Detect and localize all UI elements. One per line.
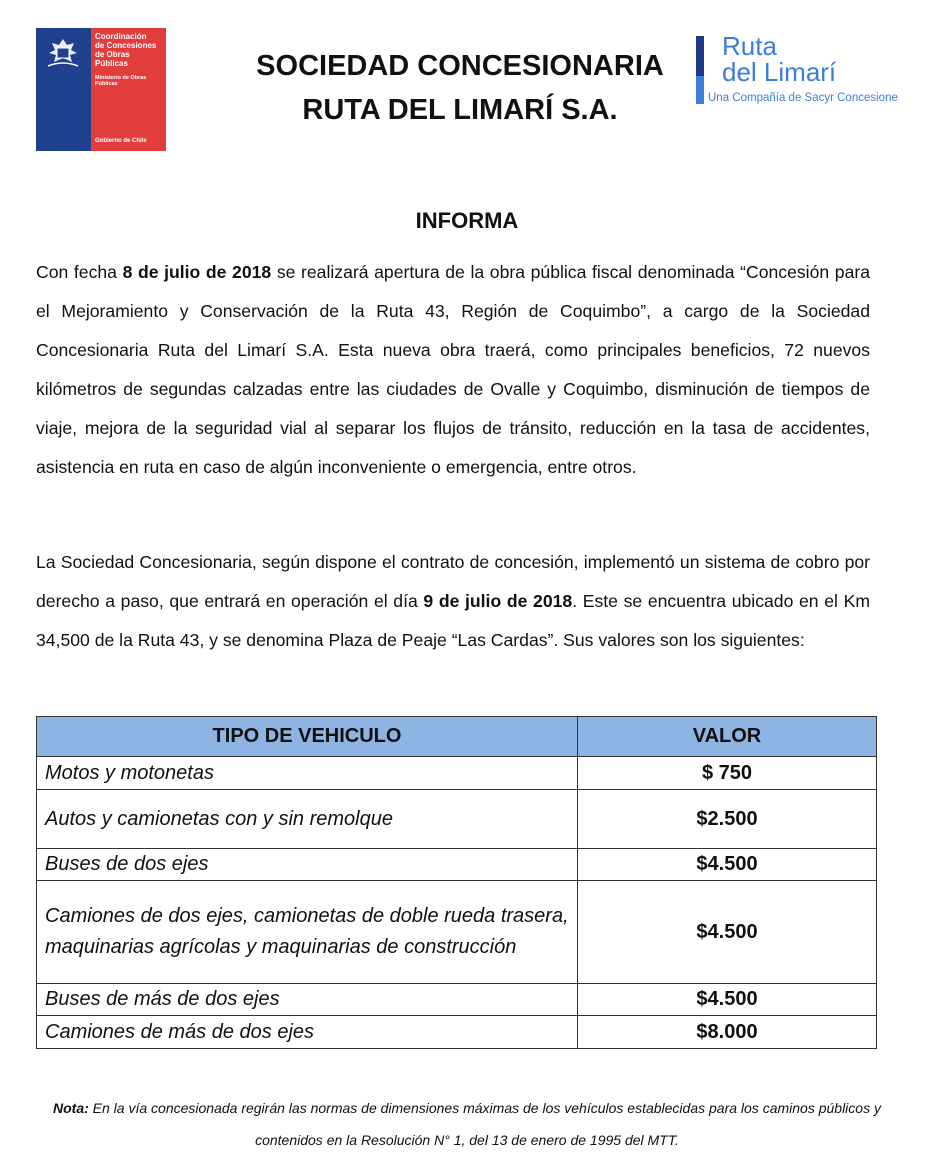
- gov-logo-sub2: Públicas: [95, 81, 118, 87]
- gov-logo-footer: Gobierno de Chile: [95, 138, 147, 144]
- table-row: [37, 1016, 877, 1049]
- vehicle-type-cell: Camiones de dos ejes, camionetas de doble rueda trasera, maquinarias agrícolas y maquinarias de construcción: [37, 881, 578, 984]
- table-row: [37, 790, 877, 849]
- table-row: [37, 757, 877, 790]
- coat-of-arms-icon: [42, 36, 84, 72]
- vehicle-type-cell: Buses de más de dos ejes: [37, 984, 578, 1016]
- value-cell: $4.500: [578, 849, 877, 881]
- gov-logo-line3: de Obras: [95, 50, 130, 59]
- value-cell: $8.000: [578, 1016, 877, 1049]
- p2-post: . Este se encuentra ubicado en el Km 34,500 de la Ruta 43, y se denomina Plaza de Peaje “Las Cardas”. Sus valores son los siguientes:: [36, 591, 870, 650]
- logo-bar-icon: [696, 36, 704, 104]
- value-cell: $4.500: [578, 881, 877, 984]
- p2-date: 9 de julio de 2018: [423, 591, 573, 611]
- toll-paragraph: [36, 543, 870, 660]
- ruta-logo-name1: Ruta: [722, 31, 777, 61]
- vehicle-type-cell: Motos y motonetas: [37, 757, 578, 790]
- table-row: [37, 881, 877, 984]
- note-label: Nota:: [53, 1100, 89, 1116]
- ruta-logo-tagline: Una Compañía de Sacyr Concesione: [708, 92, 898, 104]
- gov-logo-red-panel: [91, 28, 166, 151]
- vehicle-type-cell: Camiones de más de dos ejes: [37, 1016, 578, 1049]
- value-cell: $2.500: [578, 790, 877, 849]
- p1-date: 8 de julio de 2018: [122, 262, 272, 282]
- page-title-line2: RUTA DEL LIMARÍ S.A.: [302, 94, 618, 126]
- ruta-limari-logo: [692, 32, 932, 112]
- ruta-logo-name2: del Limarí: [722, 57, 837, 87]
- header-value: VALOR: [578, 717, 877, 757]
- gov-logo-blue-panel: [36, 28, 91, 151]
- table-row: [37, 849, 877, 881]
- page-title: [220, 44, 700, 132]
- gov-logo-line2: de Concesiones: [95, 41, 157, 50]
- p1-post: se realizará apertura de la obra pública fiscal denominada “Concesión para el Mejoramiento y Conservación de la Ruta 43, Región de Coquimbo”, a cargo de la Sociedad Concesionaria Ruta del Limarí S.A. Esta nueva obra traerá, como principales beneficios, 72 nuevos kilómetros de segundas calzadas entre las ciudades de Ovalle y Coquimbo, disminución de tiempos de viaje, mejora de la seguridad vial al separar los flujos de tránsito, reducción en la tasa de accidentes, asistencia en ruta en caso de algún inconveniente o emergencia, entre otros.: [36, 262, 870, 477]
- section-heading: INFORMA: [415, 208, 519, 233]
- table-header-row: [37, 717, 877, 757]
- gov-logo-line4: Públicas: [95, 59, 128, 68]
- footnote: [40, 1092, 894, 1156]
- note-text: En la vía concesionada regirán las normas de dimensiones máximas de los vehículos establecidas para los caminos públicos y contenidos en la Resolución N° 1, del 13 de enero de 1995 del MTT.: [88, 1100, 881, 1148]
- header-vehicle-type: TIPO DE VEHICULO: [37, 717, 578, 757]
- gov-logo-sub1: Ministerio de Obras: [95, 75, 147, 81]
- vehicle-type-cell: Autos y camionetas con y sin remolque: [37, 790, 578, 849]
- p1-pre: Con fecha: [36, 262, 123, 282]
- value-cell: $4.500: [578, 984, 877, 1016]
- value-cell: $ 750: [578, 757, 877, 790]
- gov-logo-line1: Coordinación: [95, 32, 147, 41]
- p2-pre: La Sociedad Concesionaria, según dispone el contrato de concesión, implementó un sistema de cobro por derecho a paso, que entrará en operación el día: [36, 552, 870, 611]
- toll-table: [36, 716, 877, 1049]
- gov-logo: [36, 28, 166, 151]
- intro-paragraph: [36, 253, 870, 487]
- table-row: [37, 984, 877, 1016]
- page-title-line1: SOCIEDAD CONCESIONARIA: [256, 50, 664, 82]
- vehicle-type-cell: Buses de dos ejes: [37, 849, 578, 881]
